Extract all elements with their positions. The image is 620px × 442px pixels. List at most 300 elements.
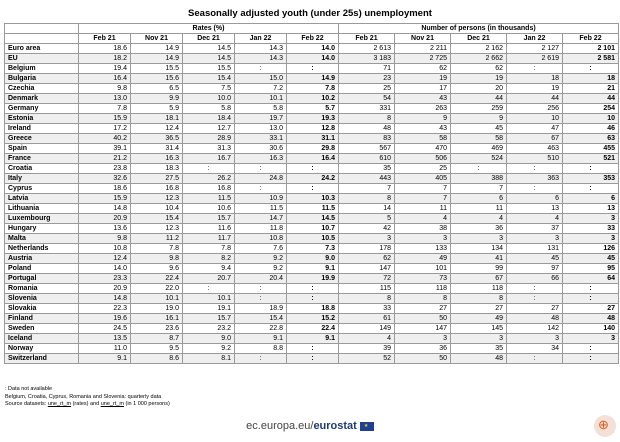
table-row xyxy=(5,124,619,134)
persons-cell: 140 xyxy=(563,324,619,334)
rate-cell: 33.1 xyxy=(235,134,287,144)
rate-cell: 15.5 xyxy=(183,64,235,74)
country-cell: Iceland xyxy=(5,334,79,344)
rate-cell: 24.2 xyxy=(287,174,339,184)
rate-cell: 22.4 xyxy=(131,274,183,284)
persons-cell: : xyxy=(507,284,563,294)
rate-cell: 9.1 xyxy=(235,334,287,344)
persons-cell: 67 xyxy=(451,274,507,284)
rate-cell: 14.7 xyxy=(235,214,287,224)
persons-cell: 35 xyxy=(451,344,507,354)
table-row xyxy=(5,254,619,264)
persons-cell: 254 xyxy=(563,104,619,114)
rate-cell: 5.8 xyxy=(235,104,287,114)
persons-cell: 455 xyxy=(563,144,619,154)
country-cell: Greece xyxy=(5,134,79,144)
country-cell: Estonia xyxy=(5,114,79,124)
rate-cell: 11.6 xyxy=(183,224,235,234)
rate-cell: 28.9 xyxy=(183,134,235,144)
table-row xyxy=(5,204,619,214)
persons-cell: 3 xyxy=(395,234,451,244)
rate-cell: 23.2 xyxy=(183,324,235,334)
rate-cell: 19.6 xyxy=(79,314,131,324)
rate-cell: 29.8 xyxy=(287,144,339,154)
rate-cell: 14.5 xyxy=(183,54,235,64)
rate-cell: 12.3 xyxy=(131,224,183,234)
rate-cell: 20.9 xyxy=(79,284,131,294)
rate-cell: 16.3 xyxy=(235,154,287,164)
rate-cell: 22.0 xyxy=(131,284,183,294)
rate-cell: 9.1 xyxy=(287,264,339,274)
persons-cell: 388 xyxy=(451,174,507,184)
rate-cell: 14.9 xyxy=(131,54,183,64)
rate-cell: 11.5 xyxy=(235,204,287,214)
rate-cell: : xyxy=(235,294,287,304)
persons-cell: 43 xyxy=(395,124,451,134)
persons-cell: 101 xyxy=(395,264,451,274)
rate-cell: 10.0 xyxy=(183,94,235,104)
persons-cell: 3 xyxy=(507,334,563,344)
persons-cell: : xyxy=(507,294,563,304)
rate-cell: 7.6 xyxy=(235,244,287,254)
rate-cell: 10.6 xyxy=(183,204,235,214)
table-row xyxy=(5,144,619,154)
rate-cell: 16.1 xyxy=(131,314,183,324)
persons-cell: 470 xyxy=(395,144,451,154)
eu-flag-icon xyxy=(360,422,374,431)
persons-cell: 19 xyxy=(451,74,507,84)
table-row xyxy=(5,244,619,254)
rate-cell: 19.1 xyxy=(183,304,235,314)
rate-cell: 8.7 xyxy=(131,334,183,344)
column-header: Nov 21 xyxy=(131,34,183,44)
persons-cell: : xyxy=(507,184,563,194)
persons-cell: 510 xyxy=(507,154,563,164)
persons-cell: 37 xyxy=(507,224,563,234)
country-cell: Denmark xyxy=(5,94,79,104)
table-row xyxy=(5,54,619,64)
persons-cell: 263 xyxy=(395,104,451,114)
persons-cell: 62 xyxy=(339,254,395,264)
table-row xyxy=(5,174,619,184)
persons-cell: 27 xyxy=(395,304,451,314)
persons-cell: 3 xyxy=(395,334,451,344)
table-row xyxy=(5,224,619,234)
rate-cell: : xyxy=(235,284,287,294)
rate-cell: 10.1 xyxy=(131,294,183,304)
persons-cell: 259 xyxy=(451,104,507,114)
country-cell: Germany xyxy=(5,104,79,114)
table-row xyxy=(5,274,619,284)
persons-cell: 83 xyxy=(339,134,395,144)
rate-cell: 6.5 xyxy=(131,84,183,94)
persons-cell: 7 xyxy=(451,184,507,194)
rate-cell: 20.9 xyxy=(79,214,131,224)
rate-cell: : xyxy=(235,164,287,174)
persons-cell: 6 xyxy=(563,194,619,204)
table-row xyxy=(5,184,619,194)
rate-cell: 9.0 xyxy=(183,334,235,344)
corner-cell xyxy=(5,24,79,34)
rate-cell: 14.8 xyxy=(79,204,131,214)
persons-cell: 145 xyxy=(451,324,507,334)
rate-cell: 22.8 xyxy=(235,324,287,334)
rate-cell: : xyxy=(235,64,287,74)
rate-cell: 10.2 xyxy=(287,94,339,104)
persons-cell: 469 xyxy=(451,144,507,154)
table-row xyxy=(5,304,619,314)
persons-cell: 2 162 xyxy=(451,44,507,54)
rate-cell: : xyxy=(287,164,339,174)
persons-cell: 3 xyxy=(563,214,619,224)
persons-cell: 48 xyxy=(339,124,395,134)
rate-cell: 16.7 xyxy=(183,154,235,164)
rate-cell: 11.5 xyxy=(287,204,339,214)
rate-cell: 7.8 xyxy=(131,244,183,254)
persons-cell: 50 xyxy=(395,354,451,364)
rate-cell: 14.9 xyxy=(287,74,339,84)
persons-cell: 521 xyxy=(563,154,619,164)
rate-cell: 9.9 xyxy=(131,94,183,104)
rate-cell: 9.2 xyxy=(235,254,287,264)
persons-cell: : xyxy=(563,64,619,74)
persons-cell: 18 xyxy=(507,74,563,84)
persons-cell: 25 xyxy=(395,164,451,174)
persons-cell: : xyxy=(563,354,619,364)
persons-cell: 7 xyxy=(395,194,451,204)
rate-cell: 31.1 xyxy=(287,134,339,144)
rate-cell: 9.0 xyxy=(287,254,339,264)
persons-cell: 3 183 xyxy=(339,54,395,64)
persons-cell: 7 xyxy=(395,184,451,194)
rate-cell: 19.9 xyxy=(287,274,339,284)
persons-cell: 14 xyxy=(339,204,395,214)
rate-cell: 15.4 xyxy=(131,214,183,224)
rate-cell: : xyxy=(287,64,339,74)
rate-cell: 22.3 xyxy=(79,304,131,314)
persons-cell: 58 xyxy=(451,134,507,144)
source-link-persons[interactable]: une_rt_m xyxy=(100,401,124,407)
persons-cell: 43 xyxy=(395,94,451,104)
rate-cell: : xyxy=(235,354,287,364)
rate-cell: 16.8 xyxy=(131,184,183,194)
note-not-available: : Data not available xyxy=(5,386,53,392)
rate-cell: 8.2 xyxy=(183,254,235,264)
persons-cell: 118 xyxy=(451,284,507,294)
persons-cell: 49 xyxy=(451,314,507,324)
table-row xyxy=(5,234,619,244)
persons-cell: 71 xyxy=(339,64,395,74)
rate-cell: 16.8 xyxy=(183,184,235,194)
country-cell: Lithuania xyxy=(5,204,79,214)
rate-cell: 13.0 xyxy=(235,124,287,134)
persons-cell: 61 xyxy=(339,314,395,324)
rate-cell: 14.8 xyxy=(79,294,131,304)
persons-cell: 3 xyxy=(451,234,507,244)
persons-cell: 8 xyxy=(395,294,451,304)
rate-cell: 11.5 xyxy=(183,194,235,204)
persons-cell: : xyxy=(563,344,619,354)
persons-cell: 21 xyxy=(563,84,619,94)
country-cell: Norway xyxy=(5,344,79,354)
rate-cell: 23.3 xyxy=(79,274,131,284)
rate-cell: 5.7 xyxy=(287,104,339,114)
rate-cell: 13.5 xyxy=(79,334,131,344)
rates-group-header: Rates (%) xyxy=(79,24,339,34)
persons-cell: 2 619 xyxy=(507,54,563,64)
note-source xyxy=(5,401,170,409)
rate-cell: 21.2 xyxy=(79,154,131,164)
persons-cell: 48 xyxy=(563,314,619,324)
persons-cell: 36 xyxy=(451,224,507,234)
rate-cell: : xyxy=(235,184,287,194)
persons-cell: 47 xyxy=(507,124,563,134)
persons-cell: 54 xyxy=(339,94,395,104)
persons-cell: 38 xyxy=(395,224,451,234)
persons-cell: : xyxy=(507,64,563,74)
persons-cell: 524 xyxy=(451,154,507,164)
rate-cell: 5.8 xyxy=(183,104,235,114)
persons-cell: 23 xyxy=(339,74,395,84)
country-cell: Austria xyxy=(5,254,79,264)
column-header: Feb 21 xyxy=(339,34,395,44)
source-link-rates[interactable]: une_rt_m xyxy=(47,401,72,407)
rate-cell: 15.6 xyxy=(131,74,183,84)
rate-cell: 14.5 xyxy=(183,44,235,54)
table-notes xyxy=(5,386,170,409)
persons-cell: : xyxy=(507,354,563,364)
table-row xyxy=(5,314,619,324)
country-cell: Czechia xyxy=(5,84,79,94)
rate-cell: 10.9 xyxy=(235,194,287,204)
rate-cell: 7.8 xyxy=(79,104,131,114)
persons-cell: 39 xyxy=(339,344,395,354)
persons-cell: 27 xyxy=(507,304,563,314)
persons-cell: 4 xyxy=(451,214,507,224)
rate-cell: 12.4 xyxy=(131,124,183,134)
persons-cell: 46 xyxy=(563,124,619,134)
rate-cell: 10.5 xyxy=(287,234,339,244)
country-cell: EU xyxy=(5,54,79,64)
persons-cell: 45 xyxy=(451,124,507,134)
persons-cell: 50 xyxy=(395,314,451,324)
rate-cell: 36.5 xyxy=(131,134,183,144)
rate-cell: 24.8 xyxy=(235,174,287,184)
table-row xyxy=(5,354,619,364)
rate-cell: 9.5 xyxy=(131,344,183,354)
rate-cell: 10.1 xyxy=(183,294,235,304)
rate-cell: 11.7 xyxy=(183,234,235,244)
rate-cell: 9.8 xyxy=(131,254,183,264)
table-row xyxy=(5,114,619,124)
rate-cell: 13.0 xyxy=(79,94,131,104)
rate-cell: 14.0 xyxy=(287,44,339,54)
persons-cell: : xyxy=(451,164,507,174)
unemployment-table xyxy=(4,23,619,364)
persons-cell: 58 xyxy=(395,134,451,144)
rate-cell: 16.4 xyxy=(79,74,131,84)
rate-cell: 15.0 xyxy=(235,74,287,84)
persons-cell: 11 xyxy=(395,204,451,214)
persons-cell: 147 xyxy=(395,324,451,334)
country-cell: Slovenia xyxy=(5,294,79,304)
rate-cell: 11.2 xyxy=(131,234,183,244)
column-header: Feb 21 xyxy=(79,34,131,44)
persons-cell: 63 xyxy=(563,134,619,144)
rate-cell: : xyxy=(183,164,235,174)
persons-cell: 64 xyxy=(563,274,619,284)
persons-cell: 9 xyxy=(395,114,451,124)
rate-cell: 10.8 xyxy=(79,244,131,254)
rate-cell: 9.6 xyxy=(131,264,183,274)
table-row xyxy=(5,264,619,274)
rate-cell: 18.3 xyxy=(131,164,183,174)
persons-cell: 45 xyxy=(507,254,563,264)
rate-cell: 9.4 xyxy=(183,264,235,274)
persons-cell: 443 xyxy=(339,174,395,184)
country-cell: Belgium xyxy=(5,64,79,74)
persons-cell: 17 xyxy=(395,84,451,94)
table-row xyxy=(5,334,619,344)
column-header: Dec 21 xyxy=(451,34,507,44)
table-row xyxy=(5,194,619,204)
persons-cell: 8 xyxy=(451,294,507,304)
persons-cell: 35 xyxy=(339,164,395,174)
persons-cell: 13 xyxy=(507,204,563,214)
persons-cell: 36 xyxy=(395,344,451,354)
rate-cell: : xyxy=(287,294,339,304)
rate-cell: 14.9 xyxy=(131,44,183,54)
rate-cell: 12.7 xyxy=(183,124,235,134)
table-row xyxy=(5,164,619,174)
persons-cell: 62 xyxy=(451,64,507,74)
rate-cell: 32.6 xyxy=(79,174,131,184)
persons-cell: 133 xyxy=(395,244,451,254)
persons-cell: 11 xyxy=(451,204,507,214)
rate-cell: 9.8 xyxy=(79,234,131,244)
country-cell: Slovakia xyxy=(5,304,79,314)
persons-cell: 20 xyxy=(451,84,507,94)
rate-cell: 12.4 xyxy=(79,254,131,264)
rate-cell: 8.6 xyxy=(131,354,183,364)
persons-cell: : xyxy=(507,164,563,174)
persons-cell: 506 xyxy=(395,154,451,164)
rate-cell: 14.0 xyxy=(79,264,131,274)
persons-cell: 2 211 xyxy=(395,44,451,54)
rate-cell: 10.7 xyxy=(287,224,339,234)
persons-cell: 73 xyxy=(395,274,451,284)
rate-cell: 19.0 xyxy=(131,304,183,314)
country-cell: Sweden xyxy=(5,324,79,334)
persons-cell: 149 xyxy=(339,324,395,334)
rate-cell: 7.8 xyxy=(287,84,339,94)
zoom-in-icon[interactable]: ⊕ xyxy=(594,415,616,437)
rate-cell: 26.2 xyxy=(183,174,235,184)
rate-cell: 17.2 xyxy=(79,124,131,134)
rate-cell: 10.4 xyxy=(131,204,183,214)
persons-cell: 6 xyxy=(451,194,507,204)
table-row xyxy=(5,294,619,304)
rate-cell: 9.8 xyxy=(79,84,131,94)
rate-cell: 18.9 xyxy=(235,304,287,314)
persons-cell: 44 xyxy=(507,94,563,104)
persons-cell: 34 xyxy=(507,344,563,354)
rate-cell: 12.8 xyxy=(287,124,339,134)
column-header: Feb 22 xyxy=(563,34,619,44)
table-row xyxy=(5,344,619,354)
country-cell: Luxembourg xyxy=(5,214,79,224)
source-mid: (rates) and xyxy=(71,401,101,407)
rate-cell: 31.3 xyxy=(183,144,235,154)
rate-cell: 19.4 xyxy=(79,64,131,74)
persons-cell: 52 xyxy=(339,354,395,364)
persons-cell: 67 xyxy=(507,134,563,144)
persons-cell: : xyxy=(563,294,619,304)
persons-cell: 567 xyxy=(339,144,395,154)
rate-cell: 14.3 xyxy=(235,54,287,64)
persons-cell: 18 xyxy=(563,74,619,84)
note-quarterly: Belgium, Croatia, Cyprus, Romania and Slovenia: quarterly data xyxy=(5,393,162,400)
persons-cell: 3 xyxy=(451,334,507,344)
persons-cell: 3 xyxy=(507,234,563,244)
rate-cell: 30.6 xyxy=(235,144,287,154)
rate-cell: 18.6 xyxy=(79,184,131,194)
country-cell: Poland xyxy=(5,264,79,274)
persons-cell: 99 xyxy=(451,264,507,274)
table-row xyxy=(5,134,619,144)
rate-cell: 9.1 xyxy=(79,354,131,364)
rate-cell: 15.9 xyxy=(79,194,131,204)
table-row xyxy=(5,104,619,114)
country-cell: Euro area xyxy=(5,44,79,54)
persons-cell: 27 xyxy=(563,304,619,314)
country-cell: Romania xyxy=(5,284,79,294)
persons-cell: 5 xyxy=(339,214,395,224)
rate-cell: 10.8 xyxy=(235,234,287,244)
rate-cell: 9.2 xyxy=(235,264,287,274)
persons-cell: 97 xyxy=(507,264,563,274)
persons-cell: 45 xyxy=(563,254,619,264)
rate-cell: 11.0 xyxy=(79,344,131,354)
rate-cell: 24.5 xyxy=(79,324,131,334)
source-prefix: Source datasets: xyxy=(5,401,48,407)
persons-cell: : xyxy=(563,184,619,194)
persons-cell: 2 581 xyxy=(563,54,619,64)
rate-cell: 7.3 xyxy=(287,244,339,254)
rate-cell: 15.7 xyxy=(183,314,235,324)
persons-cell: 4 xyxy=(395,214,451,224)
rate-cell: 15.5 xyxy=(131,64,183,74)
persons-cell: 3 xyxy=(339,234,395,244)
table-title: Seasonally adjusted youth (under 25s) unemployment xyxy=(188,8,432,19)
persons-cell: 4 xyxy=(507,214,563,224)
rate-cell: 15.7 xyxy=(183,214,235,224)
country-cell: Italy xyxy=(5,174,79,184)
persons-cell: 463 xyxy=(507,144,563,154)
persons-cell: 147 xyxy=(339,264,395,274)
rate-cell: 20.7 xyxy=(183,274,235,284)
table-row xyxy=(5,284,619,294)
rate-cell: 7.2 xyxy=(235,84,287,94)
table-row xyxy=(5,74,619,84)
country-cell: Hungary xyxy=(5,224,79,234)
persons-group-header: Number of persons (in thousands) xyxy=(339,24,619,34)
persons-cell: : xyxy=(563,284,619,294)
rate-cell: 19.7 xyxy=(235,114,287,124)
rate-cell: 19.3 xyxy=(287,114,339,124)
rate-cell: : xyxy=(287,284,339,294)
persons-cell: 66 xyxy=(507,274,563,284)
